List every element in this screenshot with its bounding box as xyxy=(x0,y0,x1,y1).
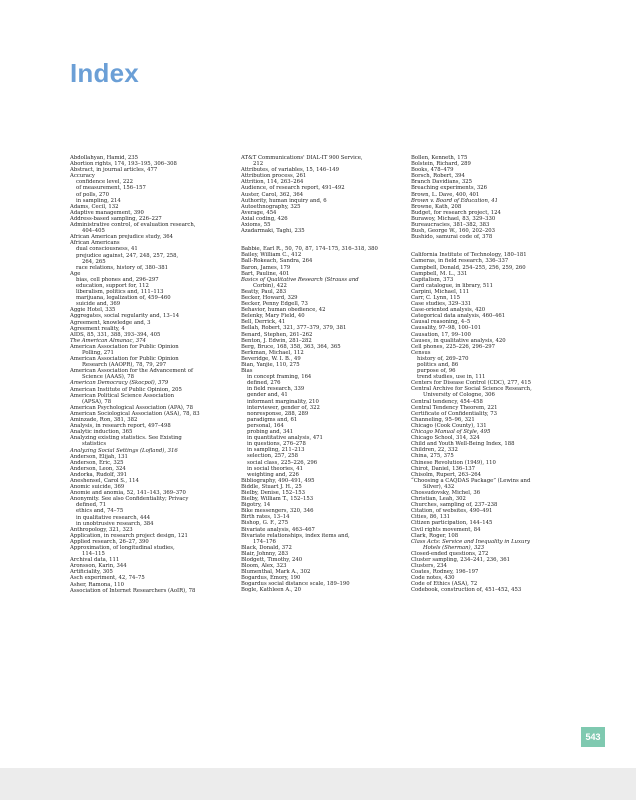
index-entry: Cluster sampling, 234–241, 236, 361 xyxy=(411,557,511,563)
index-entry: Andorka, Rudolf, 391 xyxy=(70,471,128,478)
index-subentry: weighting and, 226 xyxy=(247,471,299,478)
index-entry: AT&T Communications' DIAL-IT 900 Service, xyxy=(241,155,363,161)
index-entry: Branch Davidians, 325 xyxy=(411,179,472,186)
index-entry: Analyzing existing statistics. See Existing xyxy=(70,435,182,442)
index-entry: Abstract, in journal articles, 477 xyxy=(70,167,158,174)
index-entry: Bush, George W., 160, 202–203 xyxy=(411,228,496,235)
index-subentry: Science (AAAS), 78 xyxy=(82,374,134,381)
index-subentry: marijuana, legalization of, 459–460 xyxy=(76,295,171,302)
index-subentry: trend studies, use in, 111 xyxy=(417,374,486,381)
index-subentry: in social theories, 41 xyxy=(247,465,303,472)
index-entry: Analytic induction, 365 xyxy=(70,429,133,436)
index-entry: AIDS, 85, 331, 388, 393–394, 405 xyxy=(70,331,161,338)
index-entry: Christian, Leah, 302 xyxy=(411,496,466,503)
index-entry: Aggie Hotel, 335 xyxy=(70,307,116,314)
index-entry: Cell phones, 225–226, 296–297 xyxy=(411,343,495,350)
index-subentry: 264, 265 xyxy=(82,258,106,265)
index-entry: Chisolm, Rupert, 263–264 xyxy=(411,471,481,478)
index-subentry: in qualitative research, 444 xyxy=(76,514,151,521)
index-entry: Birth rates, 13–14 xyxy=(241,514,290,521)
index-entry: “Choosing a CAQDAS Package” (Lewins and xyxy=(411,477,531,484)
index-subentry: history of, 269–270 xyxy=(417,355,469,362)
index-entry: Basics of Qualitative Research (Strauss and xyxy=(241,276,359,283)
index-subentry: University of Cologne, 306 xyxy=(423,392,495,399)
index-column-1 xyxy=(70,155,230,594)
index-group-b-continued xyxy=(411,155,586,240)
index-entry: Beveridge, W. I. B., 49 xyxy=(241,355,301,362)
index-entry: Churches, sampling of, 237–238 xyxy=(411,502,498,509)
index-subentry: of measurement, 156–157 xyxy=(76,185,146,192)
index-entry: Axial coding, 426 xyxy=(241,215,288,222)
index-entry: Bollen, Kenneth, 175 xyxy=(411,155,468,161)
index-subentry: in concept framing, 164 xyxy=(247,374,312,381)
index-entry: Citation, of websites, 490–491 xyxy=(411,508,493,515)
index-entry: Address-based sampling, 226–227 xyxy=(70,215,162,222)
index-entry: Ball-Rokeach, Sandra, 264 xyxy=(241,258,313,265)
index-subentry: in quantitative analysis, 471 xyxy=(247,435,323,442)
index-entry: Causality, 97–98, 100–101 xyxy=(411,325,482,332)
index-entry: Bibliography, 490–491, 495 xyxy=(241,477,315,484)
index-entry: Carr, C. Lynn, 115 xyxy=(411,294,461,301)
index-entry: Brown v. Board of Education, 41 xyxy=(411,197,498,204)
index-entry: Causes, in qualitative analysis, 420 xyxy=(411,337,506,344)
index-subentry: of polls, 270 xyxy=(76,191,109,198)
index-entry: Anomic suicide, 369 xyxy=(70,484,125,491)
index-column-3 xyxy=(411,155,586,594)
index-subentry: nonresponse, 288, 289 xyxy=(247,410,309,417)
index-entry: American Association for the Advancement of xyxy=(70,368,193,375)
index-subentry: selection, 257, 258 xyxy=(247,453,299,460)
index-group-c xyxy=(411,252,586,593)
page-number-badge: 543 xyxy=(581,727,605,747)
index-entry: Cities, 86, 131 xyxy=(411,514,451,521)
index-entry: California Institute of Technology, 180–181 xyxy=(411,252,527,259)
index-entry: Adams, Cecil, 132 xyxy=(70,203,119,210)
index-entry: American Sociological Association (ASA), 78, 83 xyxy=(70,410,200,417)
index-entry: Channeling, 95–96, 321 xyxy=(411,416,475,423)
index-entry: Child and Youth Well-Being Index, 188 xyxy=(411,441,515,448)
index-entry: Cameras, in field research, 336–337 xyxy=(411,258,509,265)
index-entry: Bian, Yanjie, 110, 275 xyxy=(241,362,300,368)
index-column-2 xyxy=(241,155,406,594)
index-subentry: paradigms and, 61 xyxy=(247,416,298,423)
index-entry: Becker, Penny Edgell, 73 xyxy=(241,301,308,308)
index-entry: African American prejudice study, 364 xyxy=(70,234,173,241)
index-subentry: prejudice against, 247, 248, 257, 258, xyxy=(76,252,179,259)
index-subentry: 174–176 xyxy=(253,538,276,545)
index-subentry: defined, 71 xyxy=(76,502,107,509)
index-entry: Association of Internet Researchers (AoIR), 78 xyxy=(70,587,196,594)
index-entry: Bishop, G. F., 275 xyxy=(241,520,289,527)
index-entry: Abortion rights, 174, 193–195, 306–308 xyxy=(70,161,177,168)
index-entry: Browne, Kath, 208 xyxy=(411,203,462,210)
index-entry: Case studies, 329–331 xyxy=(411,301,472,308)
index-entry: Codebook, construction of, 451–452, 453 xyxy=(411,587,522,594)
index-entry: Bolstein, Richard, 289 xyxy=(411,161,471,168)
index-entry: American Association for Public Opinion xyxy=(70,356,179,363)
index-subentry: Corbin), 422 xyxy=(253,282,287,289)
index-entry: Belenky, Mary Field, 40 xyxy=(241,313,305,320)
index-subentry: 114–115 xyxy=(82,551,105,558)
index-entry: Chicago (Cook County), 131 xyxy=(411,422,487,429)
index-entry: Benard, Stephen, 261–262 xyxy=(241,331,313,338)
index-entry: Bailey, William C., 412 xyxy=(241,252,302,259)
index-entry: Brown, L. Dave, 400, 401 xyxy=(411,191,480,198)
index-entry: Aneshensel, Carol S., 114 xyxy=(70,477,139,484)
index-entry: Bell, Derrick, 41 xyxy=(241,319,286,326)
index-subentry: probing and, 341 xyxy=(247,429,294,436)
index-entry: Central tendency, 454–458 xyxy=(411,398,483,405)
index-entry: Books, 478–479 xyxy=(411,167,454,174)
index-entry: Application, in research project design, 121 xyxy=(70,532,188,539)
index-subentry: Hotels (Sherman), 323 xyxy=(423,544,485,551)
index-entry: Asch experiment, 42, 74–75 xyxy=(70,575,145,582)
index-entry: Analysis, in research report, 497–498 xyxy=(70,423,171,430)
index-subentry: in sampling, 211–213 xyxy=(247,447,305,454)
index-entry: Benton, J. Edwin, 281–282 xyxy=(241,337,312,344)
index-entry: Card catalogue, in library, 511 xyxy=(411,282,493,289)
index-entry: Age xyxy=(70,270,81,277)
index-entry: Bogardus, Emory, 190 xyxy=(241,575,301,582)
index-entry: Bureaucracies, 381–382, 383 xyxy=(411,222,490,229)
index-entry: Berkman, Michael, 112 xyxy=(241,349,304,356)
index-entry: American Political Science Association xyxy=(70,392,174,399)
index-entry: Autoethnography, 325 xyxy=(241,203,301,210)
index-entry: American Institute of Public Opinion, 205 xyxy=(70,386,182,393)
index-entry: Class Acts: Service and Inequality in Luxury xyxy=(411,538,530,545)
index-entry: Clark, Roger, 108 xyxy=(411,532,459,539)
index-entry: Agreement reality, 4 xyxy=(70,325,125,332)
index-entry: Applied research, 26–27, 390 xyxy=(70,538,149,545)
index-entry: American Psychological Association (APA), 78 xyxy=(70,404,193,411)
index-entry: Blodgett, Timothy, 240 xyxy=(241,557,303,563)
index-entry: Analyzing Social Settings (Lofland), 316 xyxy=(70,447,178,454)
index-entry: Azadarmaki, Taghi, 235 xyxy=(241,228,305,235)
index-entry: Beatty, Paul, 283 xyxy=(241,288,287,295)
index-entry: Code of Ethics (ASA), 72 xyxy=(411,581,478,588)
index-entry: Central Archive for Social Science Research, xyxy=(411,386,532,393)
index-entry: Agreement, knowledge and, 3 xyxy=(70,319,151,326)
index-entry: Anderson, Elijah, 131 xyxy=(70,453,128,460)
index-entry: Aronsson, Karin, 344 xyxy=(70,563,127,570)
index-subentry: Silver), 432 xyxy=(423,483,455,490)
index-entry: Anderson, Leon, 324 xyxy=(70,465,126,472)
index-subentry: dual consciousness, 41 xyxy=(76,246,138,253)
index-entry: Central Tendency Theorem, 221 xyxy=(411,404,498,411)
index-entry: Budget, for research project, 124 xyxy=(411,209,501,216)
index-entry: Borsch, Robert, 394 xyxy=(411,173,465,180)
index-entry: Anthropology, 321, 323 xyxy=(70,526,133,533)
index-entry: Administrative control, of evaluation research, xyxy=(70,222,196,229)
index-entry: Bike messengers, 320, 346 xyxy=(241,508,314,515)
index-subentry: ethics and, 74–75 xyxy=(76,508,124,515)
section-gap xyxy=(411,240,586,252)
index-subentry: 212 xyxy=(253,161,264,168)
index-entry: Closed-ended questions, 272 xyxy=(411,550,489,557)
index-entry: Biddle, Stuart J. H., 25 xyxy=(241,483,302,490)
index-subentry: Polling, 271 xyxy=(82,350,114,356)
index-entry: Centers for Disease Control (CDC), 277, 415 xyxy=(411,380,531,387)
index-entry: Certificate of Confidentiality, 73 xyxy=(411,410,497,417)
index-entry: Authority, human inquiry and, 6 xyxy=(241,197,327,204)
index-entry: Becker, Howard, 329 xyxy=(241,294,298,301)
index-entry: Bloom, Alex, 323 xyxy=(241,563,287,570)
index-subentry: education, support for, 112 xyxy=(76,282,149,289)
index-subentry: politics and, 86 xyxy=(417,362,459,368)
index-entry: Bivariate relationships, index items and, xyxy=(241,532,350,539)
index-entry: Archival data, 111 xyxy=(70,557,120,564)
index-entry: Burawoy, Michael, 83, 329–330 xyxy=(411,215,496,222)
index-subentry: in questions, 276–278 xyxy=(247,441,306,448)
index-entry: Bushido, samurai code of, 378 xyxy=(411,234,493,241)
index-entry: Attribution process, 261 xyxy=(241,173,307,180)
index-entry: Aggregates, social regularity and, 13–14 xyxy=(70,313,180,320)
index-entry: Civil rights movement, 84 xyxy=(411,526,481,533)
index-subentry: in unobtrusive research, 384 xyxy=(76,520,154,527)
index-entry: Bogardus social distance scale, 189–190 xyxy=(241,581,350,588)
index-entry: Bielby, Denise, 152–153 xyxy=(241,489,306,496)
index-subentry: race relations, history of, 380–381 xyxy=(76,264,169,271)
index-entry: Blair, Johnny, 283 xyxy=(241,550,289,557)
index-entry: Audience, of research report, 491–492 xyxy=(241,185,345,192)
index-entry: Capitalism, 373 xyxy=(411,276,454,283)
index-subentry: Research (AAOPR), 78, 79, 297 xyxy=(82,362,167,369)
index-entry: Clusters, 234 xyxy=(411,563,447,570)
index-entry: Bogle, Kathleen A., 20 xyxy=(241,587,301,594)
index-subentry: confidence level, 222 xyxy=(76,179,133,186)
index-entry: Bellah, Robert, 321, 377–379, 379, 381 xyxy=(241,325,347,332)
index-entry: Adaptive management, 390 xyxy=(70,209,144,216)
index-entry: Categorical data analysis, 460–461 xyxy=(411,313,506,320)
section-gap xyxy=(241,234,406,246)
index-entry: Code notes, 430 xyxy=(411,575,455,582)
index-subentry: personal, 164 xyxy=(247,422,284,429)
index-entry: Citizen participation, 144–145 xyxy=(411,520,493,527)
index-entry: Attrition, 114, 263–264 xyxy=(241,179,304,186)
index-subentry: statistics xyxy=(82,441,107,448)
index-entry: Bivariate analysis, 463–467 xyxy=(241,526,315,533)
index-entry: Abdollahyan, Hamid, 235 xyxy=(70,155,139,161)
index-entry: Causation, 17, 99–100 xyxy=(411,331,471,338)
index-entry: Anonymity. See also Confidentiality; Privacy xyxy=(70,496,189,503)
index-entry: Carpini, Michael, 111 xyxy=(411,288,470,295)
index-entry: African Americans xyxy=(70,240,120,247)
index-entry: Babbie, Earl R., 50, 70, 87, 174–175, 316–318, 380 xyxy=(241,246,378,253)
index-entry: Bart, Pauline, 401 xyxy=(241,270,290,277)
index-entry: Approximation, of longitudinal studies, xyxy=(70,545,175,551)
index-entry: Chicago Manual of Style, 495 xyxy=(411,429,491,436)
index-entry: Bielby, William T., 152–153 xyxy=(241,496,314,503)
index-entry: Children, 22, 332 xyxy=(411,447,458,454)
index-entry: Campbell, M. L., 331 xyxy=(411,270,468,277)
index-entry: Coates, Rodney, 196–197 xyxy=(411,569,479,576)
index-entry: The American Almanac, 374 xyxy=(70,337,146,344)
index-subentry: suicide and, 369 xyxy=(76,301,121,308)
index-entry: Average, 454 xyxy=(241,209,277,216)
index-entry: Attributes, of variables, 15, 146–149 xyxy=(241,167,340,174)
index-entry: American Democracy (Skocpol), 379 xyxy=(70,380,169,387)
index-entry: Causal reasoning, 4–5 xyxy=(411,319,471,326)
index-entry: Berg, Bruce, 168, 358, 363, 364, 365 xyxy=(241,343,341,350)
page-title: Index xyxy=(70,58,139,88)
index-subentry: social class, 225–226, 296 xyxy=(247,459,318,466)
index-subentry: defined, 276 xyxy=(247,380,281,387)
index-entry: Asher, Ramona, 110 xyxy=(70,581,124,588)
index-entry: Bias xyxy=(241,368,253,375)
index-subentry: informant marginality, 210 xyxy=(247,398,319,405)
index-entry: Chossudovsky, Michel, 36 xyxy=(411,489,481,496)
index-group-b xyxy=(241,246,406,593)
index-entry: Chicago School, 314, 324 xyxy=(411,435,480,442)
index-entry: Auster, Carol, 362, 364 xyxy=(241,191,304,198)
index-subentry: bias, cell phones and, 296–297 xyxy=(76,276,159,283)
index-subentry: gender and, 41 xyxy=(247,392,288,399)
index-group-a xyxy=(241,155,406,234)
index-subentry: 404–405 xyxy=(82,228,105,235)
index-subentry: in sampling, 214 xyxy=(76,197,121,204)
index-entry: Anderson, Eric, 325 xyxy=(70,459,124,466)
index-entry: Axioms, 55 xyxy=(241,222,271,229)
index-entry: Behavior, human obedience, 42 xyxy=(241,307,326,314)
index-subentry: interviewer, gender of, 322 xyxy=(247,404,320,411)
index-entry: Campbell, Donald, 254–255, 256, 259, 260 xyxy=(411,264,526,271)
index-entry: Aminzade, Ron, 381, 382 xyxy=(70,417,138,424)
index-entry: Chinese Revolution (1949), 110 xyxy=(411,459,496,466)
index-entry: Blumenthal, Mark A., 302 xyxy=(241,569,311,576)
index-entry: Baron, James, 179 xyxy=(241,264,291,271)
index-entry: Anomie and anomia, 52, 141–143, 369–370 xyxy=(70,490,186,497)
index-entry: Breaching experiments, 326 xyxy=(411,185,488,192)
index-entry: Case-oriented analysis, 420 xyxy=(411,307,486,314)
index-entry: Census xyxy=(411,349,431,356)
index-subentry: in field research, 339 xyxy=(247,386,305,393)
index-entry: Chirot, Daniel, 136–137 xyxy=(411,465,475,472)
index-entry: Artificiality, 305 xyxy=(70,569,113,576)
index-entry: Accuracy xyxy=(70,173,95,180)
index-subentry: (APSA), 78 xyxy=(82,398,112,405)
index-entry: Black, Donald, 372 xyxy=(241,544,292,551)
index-entry: American Association for Public Opinion xyxy=(70,343,179,350)
index-entry: China, 275, 375 xyxy=(411,453,454,460)
index-entry: Bigotry, 14 xyxy=(241,502,271,509)
index-subentry: purpose of, 96 xyxy=(417,368,456,375)
index-subentry: liberalism, politics and, 111–113 xyxy=(76,289,164,296)
